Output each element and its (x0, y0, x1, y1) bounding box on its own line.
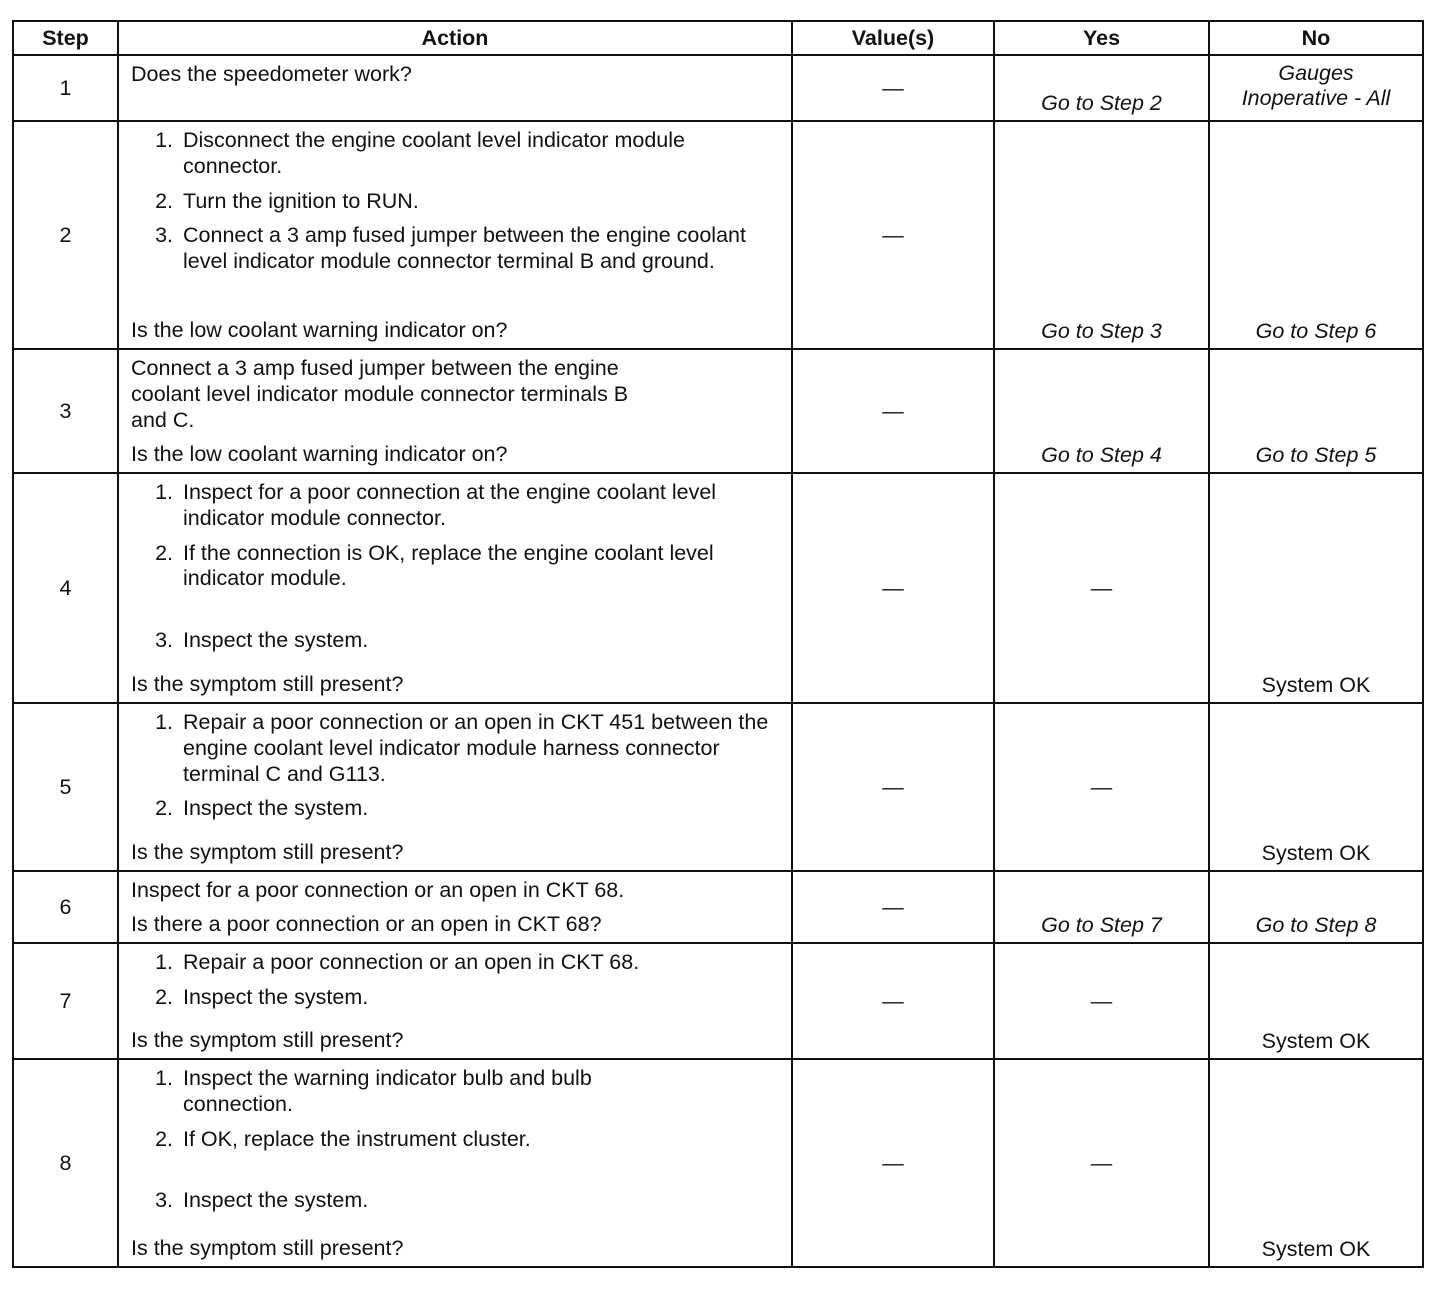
action-cell (118, 703, 792, 871)
header-row (13, 21, 1423, 55)
value-cell (792, 349, 994, 473)
no-cell: System OK (1209, 943, 1423, 1059)
yes-dash: — (1090, 1150, 1113, 1175)
table-row-step-2 (13, 121, 1423, 349)
no-cell: System OK (1209, 703, 1423, 871)
no-line-2: Inoperative - All (1241, 86, 1391, 110)
step-number: 7 (13, 943, 118, 1059)
action-question: Does the speedometer work? (131, 62, 412, 86)
table-row-step-4 (13, 473, 1423, 703)
action-cell (118, 55, 792, 121)
header-step: Step (13, 21, 118, 55)
action-cell (118, 1059, 792, 1267)
yes-cell: Go to Step 3 (994, 121, 1209, 349)
action-steps (131, 1066, 783, 1223)
action-question: Is the symptom still present? (131, 1236, 404, 1261)
no-cell: Go to Step 8 (1209, 871, 1423, 943)
action-step-item: 2. Inspect the system. (179, 985, 783, 1011)
action-text: Connect a 3 amp fused jumper between the engine coolant level indicator module connector terminals B and C. (131, 356, 629, 432)
action-cell (118, 473, 792, 703)
action-step-item: 3. Connect a 3 amp fused jumper between the engine coolant level indicator module connector terminal B and ground. (179, 223, 783, 275)
action-cell (118, 943, 792, 1059)
action-text: Inspect for a poor connection or an open in CKT 68. (131, 878, 625, 902)
action-step-item: 1. Repair a poor connection or an open in CKT 451 between the engine coolant level indicator module harness connector terminal C and G113. (179, 710, 783, 787)
action-step-item: 1. Disconnect the engine coolant level indicator module connector. (179, 128, 783, 180)
step-number: 2 (13, 121, 118, 349)
table-row-step-5 (13, 703, 1423, 871)
step-number: 5 (13, 703, 118, 871)
step-number: 1 (13, 55, 118, 121)
table-row-step-3 (13, 349, 1423, 473)
yes-cell (994, 1059, 1209, 1267)
yes-cell: Go to Step 4 (994, 349, 1209, 473)
action-question: Is the symptom still present? (131, 1028, 404, 1053)
no-cell: System OK (1209, 1059, 1423, 1267)
action-question: Is the symptom still present? (131, 840, 404, 865)
header-no: No (1209, 21, 1423, 55)
no-cell: Go to Step 6 (1209, 121, 1423, 349)
value-dash: — (882, 398, 904, 423)
action-cell (118, 349, 792, 473)
step-number: 4 (13, 473, 118, 703)
action-step-item: 1. Inspect for a poor connection at the engine coolant level indicator module connector. (179, 480, 783, 532)
yes-dash: — (1090, 988, 1113, 1013)
table-row-step-8 (13, 1059, 1423, 1267)
value-dash: — (882, 222, 904, 247)
header-yes: Yes (994, 21, 1209, 55)
action-step-item: 1. Inspect the warning indicator bulb and bulb connection. (179, 1066, 783, 1118)
header-action: Action (118, 21, 792, 55)
yes-cell (994, 703, 1209, 871)
value-dash: — (882, 75, 904, 100)
value-cell (792, 943, 994, 1059)
table-row-step-1 (13, 55, 1423, 121)
no-line-1: Gauges (1278, 61, 1354, 85)
yes-cell: Go to Step 7 (994, 871, 1209, 943)
action-step-item: 3. Inspect the system. (179, 628, 783, 654)
yes-cell (994, 473, 1209, 703)
value-dash: — (882, 988, 904, 1013)
value-cell (792, 121, 994, 349)
action-question: Is the symptom still present? (131, 672, 404, 697)
no-cell: Go to Step 5 (1209, 349, 1423, 473)
action-step-item: 3. Inspect the system. (179, 1188, 783, 1214)
yes-dash: — (1090, 774, 1113, 799)
action-cell (118, 121, 792, 349)
action-cell (118, 871, 792, 943)
value-dash: — (882, 1150, 904, 1175)
header-values: Value(s) (792, 21, 994, 55)
no-cell (1209, 55, 1423, 121)
no-cell: System OK (1209, 473, 1423, 703)
step-number: 8 (13, 1059, 118, 1267)
value-cell (792, 55, 994, 121)
step-number: 6 (13, 871, 118, 943)
action-step-item: 2. Inspect the system. (179, 796, 783, 822)
action-step-item: 2. If the connection is OK, replace the engine coolant level indicator module. (179, 541, 783, 593)
diagnostic-table (12, 20, 1424, 1268)
step-number: 3 (13, 349, 118, 473)
action-steps (131, 128, 783, 284)
value-cell (792, 703, 994, 871)
action-question: Is the low coolant warning indicator on? (131, 318, 508, 343)
value-cell (792, 1059, 994, 1267)
action-step-item: 2. Turn the ignition to RUN. (179, 189, 783, 215)
action-steps (131, 710, 783, 831)
value-dash: — (882, 774, 904, 799)
yes-cell (994, 943, 1209, 1059)
action-step-item: 2. If OK, replace the instrument cluster. (179, 1127, 783, 1153)
value-cell (792, 871, 994, 943)
value-cell (792, 473, 994, 703)
table-row-step-6 (13, 871, 1423, 943)
yes-dash: — (1090, 575, 1113, 600)
action-question: Is the low coolant warning indicator on? (131, 442, 508, 467)
action-steps (131, 950, 783, 1020)
value-dash: — (882, 575, 904, 600)
action-question: Is there a poor connection or an open in CKT 68? (131, 912, 602, 937)
action-steps (131, 480, 783, 663)
action-step-item: 1. Repair a poor connection or an open in CKT 68. (179, 950, 783, 976)
table-row-step-7 (13, 943, 1423, 1059)
value-dash: — (882, 894, 904, 919)
yes-cell: Go to Step 2 (994, 55, 1209, 121)
